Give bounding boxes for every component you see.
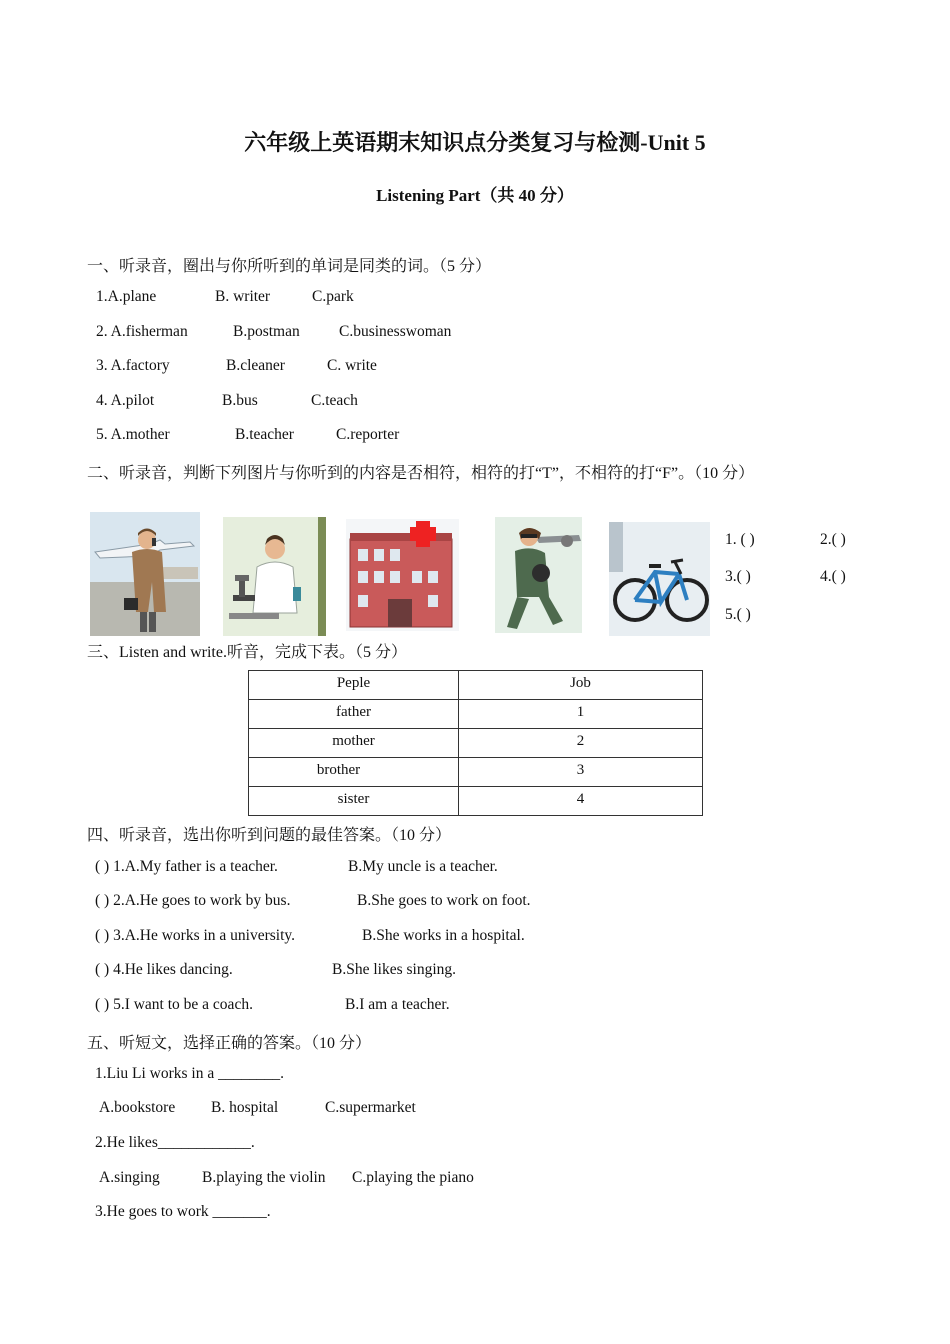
section-2-heading: 二、听录音，判断下列图片与你听到的内容是否相符，相符的打“T”，不相符的打“F”。（10 分）	[87, 465, 755, 482]
table-row	[249, 729, 703, 758]
table-header-job: Job	[459, 671, 703, 700]
s4-item-4-a[interactable]: ( ) 4.He likes dancing.	[95, 961, 233, 978]
s1-item-5-c: C.reporter	[336, 426, 400, 443]
s1-item-4-b: B.bus	[222, 392, 258, 409]
s5-q2-option-c[interactable]: C.playing the piano	[352, 1169, 474, 1186]
table-header-people: Peple	[249, 671, 459, 700]
s1-item-4-a: 4. A.pilot	[96, 392, 155, 409]
s4-item-5-b[interactable]: B.I am a teacher.	[345, 996, 450, 1013]
bike-picture	[609, 522, 710, 636]
table-cell-person: sister	[249, 787, 459, 816]
section-5-heading: 五、听短文，选择正确的答案。（10 分）	[87, 1035, 372, 1052]
s5-q2-option-a[interactable]: A.singing	[99, 1169, 160, 1186]
s5-question-3: 3.He goes to work _______.	[95, 1203, 271, 1220]
s1-item-3-c: C. write	[327, 357, 377, 374]
section-3-heading: 三、Listen and write.听音，完成下表。（5 分）	[87, 644, 407, 661]
section-1-heading: 一、听录音，圈出与你所听到的单词是同类的词。（5 分）	[87, 258, 492, 275]
page-subtitle: Listening Part（共 40 分）	[376, 186, 574, 205]
s1-item-3-b: B.cleaner	[226, 357, 285, 374]
hospital-picture	[346, 519, 459, 631]
s1-item-1-b: B. writer	[215, 288, 271, 305]
table-cell-job[interactable]: 1	[459, 700, 703, 729]
s2-answer-1[interactable]: 1. ( )	[725, 531, 755, 548]
s4-item-1-a[interactable]: ( ) 1.A.My father is a teacher.	[95, 858, 278, 875]
table-cell-person: father	[249, 700, 459, 729]
s1-item-2-c: C.businesswoman	[339, 323, 452, 340]
s1-item-4-c: C.teach	[311, 392, 358, 409]
table-cell-job[interactable]: 4	[459, 787, 703, 816]
s1-item-2-b: B.postman	[233, 323, 300, 340]
section-4-heading: 四、听录音，选出你听到问题的最佳答案。（10 分）	[87, 827, 452, 844]
table-cell-job[interactable]: 3	[459, 758, 703, 787]
scientist-picture	[223, 517, 326, 636]
s5-question-1: 1.Liu Li works in a ________.	[95, 1065, 284, 1082]
s2-answer-5[interactable]: 5.( )	[725, 606, 751, 623]
s2-answer-3[interactable]: 3.( )	[725, 568, 751, 585]
s4-item-4-b[interactable]: B.She likes singing.	[332, 961, 457, 978]
s4-item-2-b[interactable]: B.She goes to work on foot.	[357, 892, 531, 909]
s1-item-1-c: C.park	[312, 288, 354, 305]
s1-item-3-a: 3. A.factory	[96, 357, 170, 374]
s5-q1-option-a[interactable]: A.bookstore	[99, 1099, 176, 1116]
s4-item-2-a[interactable]: ( ) 2.A.He goes to work by bus.	[95, 892, 291, 909]
s5-q1-option-c[interactable]: C.supermarket	[325, 1099, 416, 1116]
table-cell-person: mother	[249, 729, 459, 758]
jobs-table	[248, 670, 703, 816]
s5-q2-option-b[interactable]: B.playing the violin	[202, 1169, 326, 1186]
s4-item-1-b[interactable]: B.My uncle is a teacher.	[348, 858, 498, 875]
table-cell-person: brother	[249, 758, 459, 787]
s1-item-5-b: B.teacher	[235, 426, 294, 443]
pilot-picture	[495, 517, 582, 633]
businessman-picture	[90, 512, 200, 636]
s5-question-2: 2.He likes____________.	[95, 1134, 255, 1151]
page-title: 六年级上英语期末知识点分类复习与检测-Unit 5	[244, 130, 706, 155]
s1-item-2-a: 2. A.fisherman	[96, 323, 188, 340]
s5-q1-option-b[interactable]: B. hospital	[211, 1099, 279, 1116]
table-cell-job[interactable]: 2	[459, 729, 703, 758]
s4-item-5-a[interactable]: ( ) 5.I want to be a coach.	[95, 996, 253, 1013]
table-header-row	[249, 671, 703, 700]
s4-item-3-a[interactable]: ( ) 3.A.He works in a university.	[95, 927, 296, 944]
s4-item-3-b[interactable]: B.She works in a hospital.	[362, 927, 525, 944]
table-row	[249, 758, 703, 787]
s1-item-1-a: 1.A.plane	[96, 288, 157, 305]
s1-item-5-a: 5. A.mother	[96, 426, 170, 443]
table-row	[249, 787, 703, 816]
table-row	[249, 700, 703, 729]
s2-answer-4[interactable]: 4.( )	[820, 568, 846, 585]
s2-answer-2[interactable]: 2.( )	[820, 531, 846, 548]
